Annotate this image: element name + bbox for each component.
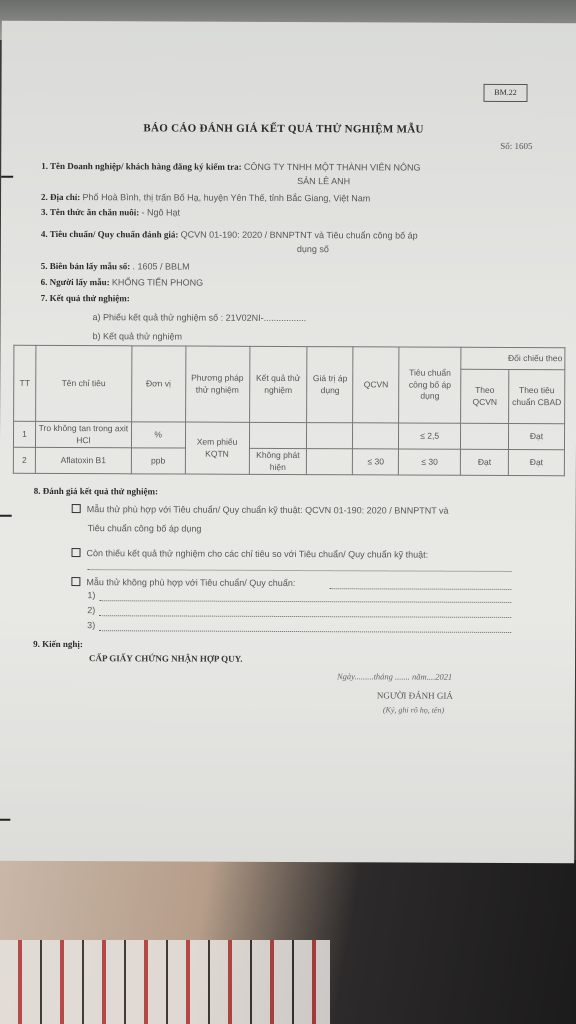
signer-title: NGƯỜI ĐÁNH GIÁ [376,690,453,701]
header-gia-tri: Giá trị áp dụng [307,347,353,423]
sample-report-value: . 1605 / BBLM [132,261,190,272]
recommendation-value: CẤP GIẤY CHỨNG NHẬN HỢP QUY. [89,653,243,664]
cell-method: Xem phiếu KQTN [185,422,249,474]
line-6 [41,277,204,288]
line-1 [41,161,420,173]
header-don-vi: Đơn vị [131,346,185,422]
feed-label: 3. Tên thức ăn chăn nuôi: [40,206,140,218]
cell-applied [307,449,353,475]
header-theo-qcvn: Theo QCVN [461,369,509,423]
page-title: BÁO CÁO ĐÁNH GIÁ KẾT QUẢ THỬ NGHIỆM MẪU [143,122,424,136]
dotted-line [329,588,511,590]
address-value: Phố Hoà Bình, thị trấn Bố Hạ, huyện Yên Thế, tỉnh Bắc Giang, Việt Nam [82,192,371,204]
option-nonconform [71,577,295,588]
recommendation-label: 9. Kiến nghị: [33,638,83,650]
margin-mark [0,819,10,821]
standard-label: 4. Tiêu chuẩn/ Quy chuẩn đánh giá: [40,228,179,240]
option-conform-cont: Tiêu chuẩn công bố áp dụng [87,523,202,534]
standard-value-cont: dụng số [296,244,329,255]
header-tieu-chuan: Tiêu chuẩn công bố áp dụng [399,347,461,423]
results-label: 7. Kết quả thử nghiệm: [40,292,130,304]
option-missing-text: Còn thiếu kết quả thử nghiệm cho các chỉ tiêu so với Tiêu chuẩn/ Quy chuẩn kỹ thuật: [86,548,429,560]
feed-value: - Ngô Hạt [141,207,181,218]
cell-result [249,422,307,448]
table-row [13,421,564,449]
item-1: 1) [87,590,96,601]
item-2: 2) [87,605,96,616]
cell-tc: ≤ 2,5 [399,423,461,449]
form-code: BM.22 [483,84,527,102]
signer-note: (Ký, ghi rõ họ, tên) [382,705,445,715]
report-number: Số: 1605 [500,140,533,152]
dotted-line [87,569,511,572]
option-missing [71,548,428,560]
result-table-label: b) Kết quả thử nghiệm [92,331,183,342]
cell-by-qcvn [461,423,509,449]
line-4 [41,229,418,241]
header-doi-chieu: Đối chiếu theo [461,347,565,369]
sampler-value: KHỔNG TIẾN PHONG [111,277,204,288]
document-page [0,21,576,864]
cell-by-tc: Đạt [508,449,564,475]
margin-mark [0,515,12,517]
option-conform-text: Mẫu thử phù hợp với Tiêu chuẩn/ Quy chuẩn kỹ thuật: QCVN 01-190: 2020 / BNNPTNT và [86,504,449,516]
cell-by-qcvn: Đạt [460,449,508,475]
address-label: 2. Địa chỉ: [41,191,81,203]
option-nonconform-text: Mẫu thử không phù hợp với Tiêu chuẩn/ Quy chuẩn: [86,577,296,589]
sample-report-label: 5. Biên bản lấy mẫu số: [40,260,131,272]
cell-unit: ppb [131,448,185,474]
cell-result: Không phát hiện [249,448,307,474]
header-ten-chi-tieu: Tên chỉ tiêu [36,345,132,421]
line-2 [41,192,370,203]
checkbox[interactable] [72,504,81,513]
margin-mark [1,176,13,178]
background-cloth [0,940,330,1024]
checkbox[interactable] [71,548,80,557]
dotted-line [99,615,511,618]
cell-unit: % [131,422,185,448]
cell-tc: ≤ 30 [399,449,461,475]
option-conform [72,504,449,516]
cell-name: Aflatoxin B1 [35,447,131,473]
cell-tt: 2 [13,447,35,473]
customer-value-cont: SẢN LÊ ANH [297,176,351,187]
header-qcvn: QCVN [353,347,399,423]
header-theo-tc: Theo tiêu chuẩn CBAD [509,369,565,423]
cell-qcvn [353,423,399,449]
cell-applied [307,423,353,449]
checkbox[interactable] [71,577,80,586]
table-row [13,447,564,475]
header-phuong-phap: Phương pháp thử nghiệm [185,346,249,422]
cell-by-tc: Đạt [509,423,565,449]
item-3: 3) [87,620,96,631]
result-sheet-number: a) Phiếu kết quả thử nghiệm số : 21V02NI-................. [92,312,307,324]
header-ket-qua: Kết quả thử nghiệm [249,346,307,422]
sampler-label: 6. Người lấy mẫu: [40,276,110,288]
sign-date: Ngày.........tháng ....... năm....2021 [336,671,453,682]
evaluation-label: 8. Đánh giá kết quả thử nghiệm: [33,485,158,497]
results-table [13,345,566,476]
cell-tt: 1 [13,421,35,447]
customer-value: CÔNG TY TNHH MỘT THÀNH VIÊN NÔNG [243,161,421,173]
standard-value: QCVN 01-190: 2020 / BNNPTNT và Tiêu chuẩn công bố áp [180,229,418,241]
line-3 [41,207,180,218]
line-5 [41,261,190,272]
dotted-line [99,600,511,603]
cell-name: Tro không tan trong axit HCl [35,421,131,447]
customer-label: 1. Tên Doanh nghiệp/ khách hàng đăng ký kiểm tra: [41,160,242,172]
dotted-line [99,630,511,633]
cell-qcvn: ≤ 30 [353,449,399,475]
header-tt: TT [14,345,36,421]
